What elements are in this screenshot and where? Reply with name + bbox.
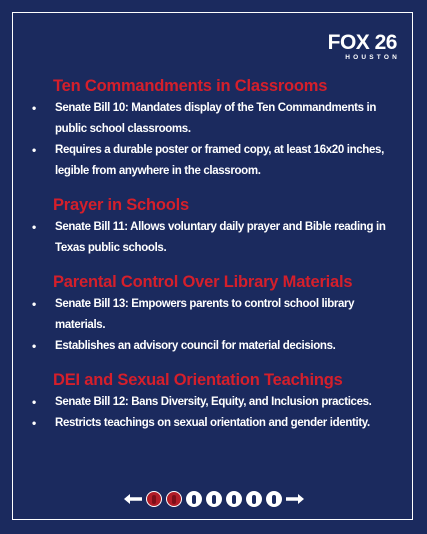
bullet-list — [30, 98, 402, 182]
pager-dot[interactable] — [166, 491, 182, 507]
bullet-item — [30, 413, 402, 434]
section-ten-commandments — [30, 76, 402, 182]
pager-dot[interactable] — [186, 491, 202, 507]
section-prayer-in-schools — [30, 195, 402, 259]
logo-sub-text: HOUSTON — [345, 54, 400, 61]
bullet-list — [30, 294, 402, 357]
bullet-item — [30, 140, 402, 182]
arrow-left-icon[interactable] — [122, 491, 144, 507]
bullet-text: Establishes an advisory council for material decisions. — [55, 340, 336, 352]
bullet-item — [30, 217, 402, 259]
pager-dot-mark — [272, 495, 276, 504]
pager-dot[interactable] — [146, 491, 162, 507]
pager-dot-mark — [212, 495, 216, 504]
pager-dot[interactable] — [246, 491, 262, 507]
section-heading: Ten Commandments in Classrooms — [53, 77, 328, 95]
bullet-icon: • — [32, 339, 36, 353]
section-heading: DEI and Sexual Orientation Teachings — [53, 371, 343, 389]
content-area — [30, 76, 402, 447]
bullet-item — [30, 98, 402, 140]
bullet-text: Senate Bill 13: Empowers parents to control school library materials. — [55, 298, 355, 331]
fox26-logo — [327, 31, 400, 62]
bullet-text: Restricts teachings on sexual orientation and gender identity. — [55, 417, 370, 429]
bullet-item — [30, 336, 402, 357]
section-library-materials — [30, 272, 402, 357]
bullet-icon: • — [32, 220, 36, 234]
pager-dot[interactable] — [206, 491, 222, 507]
pager-dot-mark — [172, 495, 176, 504]
section-dei-teachings — [30, 370, 402, 434]
bullet-text: Senate Bill 10: Mandates display of the Ten Commandments in public school classrooms. — [55, 102, 377, 135]
bullet-icon: • — [32, 416, 36, 430]
pager-dot-mark — [192, 495, 196, 504]
pager-dot[interactable] — [266, 491, 282, 507]
arrow-right-icon[interactable] — [284, 491, 306, 507]
carousel-pager — [0, 488, 427, 510]
logo-main-text: FOX 26 — [327, 31, 397, 54]
pager-dot-mark — [252, 495, 256, 504]
bullet-text: Senate Bill 12: Bans Diversity, Equity, and Inclusion practices. — [55, 396, 372, 408]
section-heading: Prayer in Schools — [53, 196, 189, 214]
bullet-icon: • — [32, 297, 36, 311]
bullet-text: Senate Bill 11: Allows voluntary daily prayer and Bible reading in Texas public schools. — [55, 221, 386, 254]
pager-dot[interactable] — [226, 491, 242, 507]
bullet-text: Requires a durable poster or framed copy, at least 16x20 inches, legible from anywhere in the classroom. — [55, 144, 384, 177]
section-heading: Parental Control Over Library Materials — [53, 273, 353, 291]
bullet-list — [30, 392, 402, 434]
bullet-list — [30, 217, 402, 259]
bullet-item — [30, 392, 402, 413]
bullet-icon: • — [32, 101, 36, 115]
pager-dot-mark — [232, 495, 236, 504]
pager-dot-mark — [152, 495, 156, 504]
bullet-item — [30, 294, 402, 336]
bullet-icon: • — [32, 143, 36, 157]
bullet-icon: • — [32, 395, 36, 409]
